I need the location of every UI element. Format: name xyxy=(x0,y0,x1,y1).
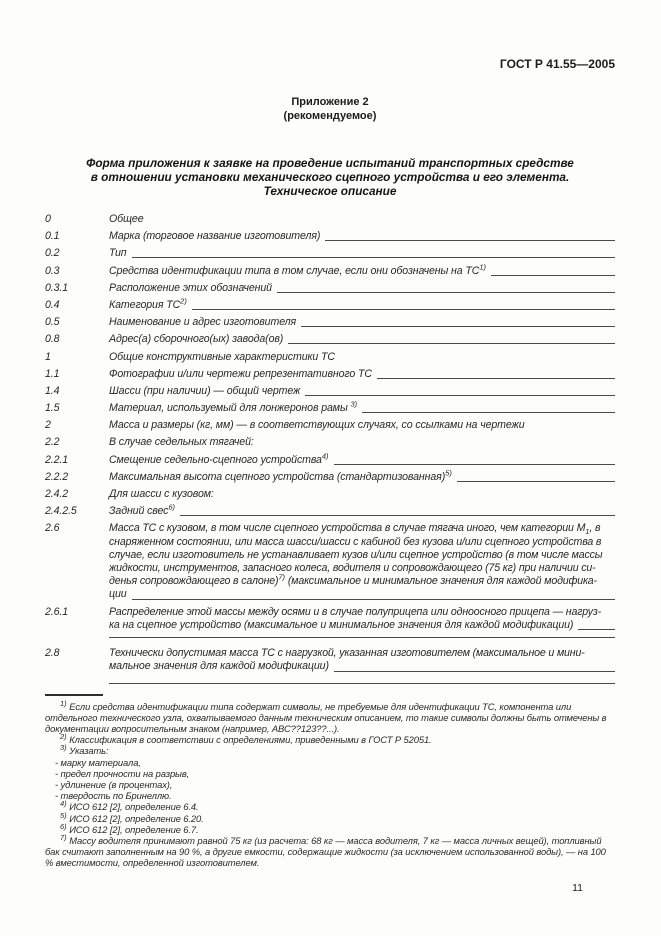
form-item-2-6-1 xyxy=(45,606,615,632)
footnote-separator xyxy=(45,694,103,696)
form-item-2-2-2 xyxy=(45,468,615,484)
list-item: - твердость по Бринеллю. xyxy=(55,790,172,802)
continuation-line xyxy=(45,637,615,640)
footnote-ref: 6) xyxy=(168,502,176,512)
item-label: Шасси (при наличии) — общий чертеж xyxy=(109,384,301,397)
form-item-2 xyxy=(45,419,615,432)
footnote-marker: 7) xyxy=(60,832,67,842)
item-number: 1.5 xyxy=(45,402,60,415)
document-title xyxy=(45,156,615,198)
footnote-marker: 5) xyxy=(60,810,67,820)
blank-fill-line xyxy=(305,385,615,396)
continuation-line xyxy=(45,683,615,686)
item-number: 1.4 xyxy=(45,384,60,397)
footnote-6: $^{6)}$ ИСО 612 [2], определение 6.7. xyxy=(60,821,199,835)
item-label: Общее xyxy=(109,213,144,225)
title-line-2: в отношении установки механического сцепного устройства и его элемента. xyxy=(90,170,570,184)
item-label: Марка (торговое название изготовителя) xyxy=(109,230,321,243)
form-item-0-4 xyxy=(45,296,615,312)
title-line-1: Форма приложения к заявке на проведение испытаний транспортных средстве xyxy=(86,156,574,170)
form-item-0-3-1 xyxy=(45,282,615,295)
item-label: Материал, используемый для лонжеронов рамы $^{3)}$ xyxy=(109,399,358,415)
form-item-0-8 xyxy=(45,333,615,346)
footnote-ref: 4) xyxy=(321,451,329,461)
blank-fill-line xyxy=(180,505,615,516)
footnote-marker: 6) xyxy=(60,821,67,831)
item-label: Категория ТС$^{2)}$ xyxy=(109,296,187,311)
item-number: 2 xyxy=(45,419,51,432)
footnote-marker: 2) xyxy=(60,732,67,742)
application-form xyxy=(45,213,615,686)
blank-fill-line xyxy=(362,402,615,413)
blank-fill-line xyxy=(578,619,615,630)
footnotes xyxy=(45,698,615,869)
item-number: 1 xyxy=(45,350,51,363)
list-item: - марку материала, xyxy=(55,756,141,768)
form-item-0-5 xyxy=(45,316,615,329)
blank-fill-line xyxy=(288,333,615,344)
form-item-0-3 xyxy=(45,262,615,278)
footnote-ref: 1) xyxy=(479,262,486,272)
footnote-7: $^{7)}$ Массу водителя принимают равной 75 кг (из расчета: 68 кг — масса водителя, 7 кг — масса личных вещей), топливный бак считают заполненным на 90 %, а другие емкости, содержащие жидкости (за исключением использованной воды), — на 100 % вместимости, определенной изготовителем. xyxy=(45,832,606,869)
footnote-4: $^{4)}$ ИСО 612 [2], определение 6.4. xyxy=(60,799,199,813)
page-number: 11 xyxy=(572,881,583,894)
form-item-1-1 xyxy=(45,368,615,381)
item-number: 2.2 xyxy=(45,436,60,449)
footnote-ref: 7) xyxy=(278,572,286,582)
item-number: 2.2.2 xyxy=(45,470,69,483)
blank-fill-line xyxy=(109,683,615,684)
form-item-0 xyxy=(45,213,615,226)
item-number: 2.4.2.5 xyxy=(45,505,77,518)
footnote-ref: 3) xyxy=(350,399,358,409)
form-item-0-1 xyxy=(45,230,615,243)
blank-fill-line xyxy=(334,660,615,671)
footnote-3-list xyxy=(55,757,615,802)
subscript: 1 xyxy=(585,527,590,537)
footnote-5: $^{5)}$ ИСО 612 [2], определение 6.20. xyxy=(60,810,204,824)
form-item-2-6 xyxy=(45,522,615,601)
item-label: В случае седельных тягачей: xyxy=(109,436,254,449)
footnote-2: $^{2)}$ Классификация в соответствии с определениями, приведенными в ГОСТ Р 52051. xyxy=(60,732,432,746)
form-item-2-2-1 xyxy=(45,451,615,467)
footnote-3: $^{3)}$ Указать: xyxy=(60,743,109,757)
form-item-1 xyxy=(45,351,615,364)
item-paragraph: Технически допустимая масса ТС с нагрузкой, указанная изготовителем (максимальное и мини- мальное значения для каждой модификации) xyxy=(109,647,615,673)
blank-fill-line xyxy=(457,471,615,482)
annex-heading xyxy=(45,96,615,123)
item-label: Задний свес$^{6)}$ xyxy=(109,502,176,518)
item-label: Расположение этих обозначений xyxy=(109,281,272,294)
item-number: 0.8 xyxy=(45,333,60,346)
item-number: 0.1 xyxy=(45,230,60,243)
form-item-2-4-2-5 xyxy=(45,502,615,518)
item-label: Масса и размеры (кг, мм) — в соответствующих случаях, со ссылками на чертежи xyxy=(109,419,525,432)
item-label: Адрес(а) сборочного(ых) завода(ов) xyxy=(109,333,284,346)
item-label: Общие конструктивные характеристики ТС xyxy=(109,350,335,363)
footnote-ref: 5) xyxy=(445,468,452,478)
title-line-3: Техническое описание xyxy=(263,184,397,198)
item-number: 1.1 xyxy=(45,367,60,380)
item-label: Смещение седельно-сцепного устройства$^{4)}$ xyxy=(109,451,329,466)
item-number: 2.6.1 xyxy=(45,605,69,618)
footnote-marker: 3) xyxy=(60,743,67,753)
item-number: 0.3 xyxy=(45,264,60,277)
item-number: 0.5 xyxy=(45,316,60,329)
item-number: 0.2 xyxy=(45,247,60,260)
form-item-1-4 xyxy=(45,385,615,398)
item-label: Для шасси с кузовом: xyxy=(109,488,214,500)
item-number: 2.2.1 xyxy=(45,453,69,466)
blank-fill-line xyxy=(491,265,615,276)
blank-fill-line xyxy=(277,282,615,293)
form-item-2-4-2 xyxy=(45,488,615,501)
blank-fill-line xyxy=(301,316,615,327)
footnote-ref: 2) xyxy=(180,296,187,306)
standard-code: ГОСТ Р 41.55—2005 xyxy=(499,57,615,71)
item-number: 2.6 xyxy=(45,522,60,535)
list-item: - удлинение (в процентах), xyxy=(55,779,173,791)
item-paragraph: Масса ТС с кузовом, в том числе сцепного устройства в случае тягача иного, чем категории $М_1$, в снаряженном состоянии, или масса шасси/шасси с кабиной без кузова и/или сцепного устройства в случае, если изготовитель не устанавливает кузов и/или сцепное устройство (в том числе массы жидкости, инструментов, запасного колеса, водителя и сопровождающего (75 кг) при наличии си- денья сопровождающего в салоне)$^{7)}$ (максимальное и минимальное значения для каждой модифика- ции xyxy=(109,522,615,601)
form-item-2-8 xyxy=(45,647,615,673)
blank-fill-line xyxy=(334,454,615,465)
annex-note: (рекомендуемое) xyxy=(283,109,377,122)
annex-label: Приложение 2 xyxy=(291,96,369,108)
blank-fill-line xyxy=(109,637,615,638)
blank-fill-line xyxy=(132,247,615,258)
footnote-marker: 4) xyxy=(60,799,67,809)
item-number: 2.4.2 xyxy=(45,488,69,500)
form-item-2-2 xyxy=(45,436,615,449)
item-number: 0.4 xyxy=(45,298,60,311)
blank-fill-line xyxy=(132,588,615,599)
item-label: Фотографии и/или чертежи репрезентативного ТС xyxy=(109,367,372,380)
blank-fill-line xyxy=(377,368,615,379)
item-label: Наименование и адрес изготовителя xyxy=(109,316,297,329)
item-label: Средства идентификации типа в том случае, если они обозначены на ТС$^{1)}$ xyxy=(109,262,486,277)
list-item: - предел прочности на разрыв, xyxy=(55,767,190,779)
blank-fill-line xyxy=(325,230,615,241)
item-number: 2.8 xyxy=(45,647,60,660)
item-label: Тип xyxy=(109,247,127,260)
item-number: 0 xyxy=(45,213,51,225)
form-item-0-2 xyxy=(45,247,615,260)
blank-fill-line xyxy=(192,299,615,310)
footnote-marker: 1) xyxy=(60,698,67,708)
form-item-1-5 xyxy=(45,399,615,415)
item-paragraph: Распределение этой массы между осями и в случае полуприцепа или одноосного прицепа — нагруз- ка на сцепное устройство (максимальное и минимальное значения для каждой модификации) xyxy=(109,606,615,632)
item-label: Максимальная высота сцепного устройства (стандартизованная)$^{5)}$ xyxy=(109,468,452,483)
footnote-1: $^{1)}$ Если средства идентификации типа содержат символы, не требуемые для идентификации ТС, компонента или отдельного технического узла, охватываемого данным техническим описанием, то такие символы должны быть отмечены в документации вопросительным знаком (например, АВС??123??...). xyxy=(45,698,607,734)
item-number: 0.3.1 xyxy=(45,281,69,294)
